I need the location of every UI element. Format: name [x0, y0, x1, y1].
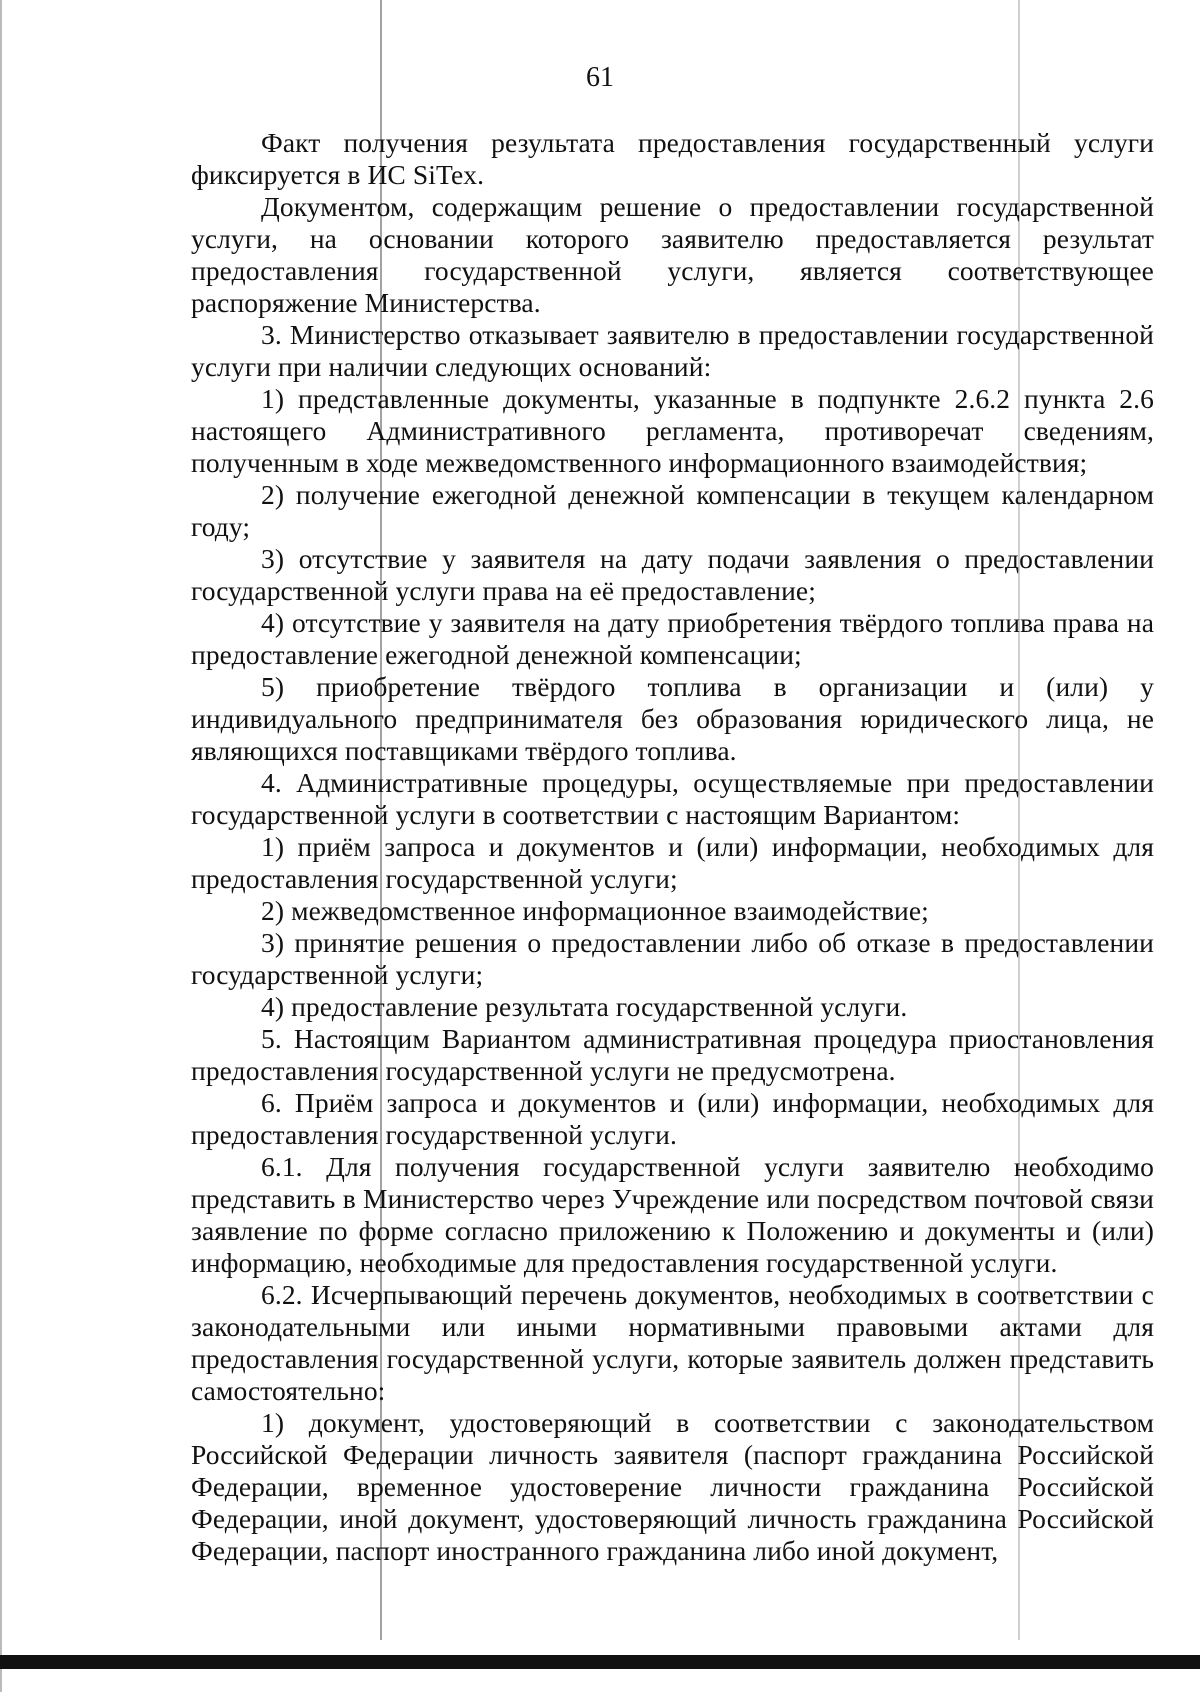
paragraph: 4) отсутствие у заявителя на дату приобретения твёрдого топлива права на предоставление ежегодной денежной компенсации; — [191, 607, 1154, 670]
paragraph: 1) приём запроса и документов и (или) информации, необходимых для предоставления государственной услуги; — [191, 831, 1154, 894]
paragraph: 1) представленные документы, указанные в подпункте 2.6.2 пункта 2.6 настоящего Административного регламента, противоречат сведениям, полученным в ходе межведомственного информационного взаимодействия; — [191, 383, 1154, 478]
paragraph: 6. Приём запроса и документов и (или) информации, необходимых для предоставления государственной услуги. — [191, 1087, 1154, 1150]
paragraph: 5. Настоящим Вариантом административная процедура приостановления предоставления государственной услуги не предусмотрена. — [191, 1023, 1154, 1086]
paragraph: 6.2. Исчерпывающий перечень документов, необходимых в соответствии с законодательными или иными нормативными правовыми актами для предоставления государственной услуги, которые заявитель должен представить самостоятельно: — [191, 1279, 1154, 1406]
paragraph: 5) приобретение твёрдого топлива в организации и (или) у индивидуального предпринимателя без образования юридического лица, не являющихся поставщиками твёрдого топлива. — [191, 671, 1154, 766]
scan-edge-left — [0, 0, 2, 1692]
paragraph: 2) межведомственное информационное взаимодействие; — [261, 895, 929, 926]
paragraph: 3) принятие решения о предоставлении либо об отказе в предоставлении государственной услуги; — [191, 927, 1154, 990]
paragraph: 4) предоставление результата государственной услуги. — [261, 991, 908, 1022]
paragraph: 1) документ, удостоверяющий в соответствии с законодательством Российской Федерации личность заявителя (паспорт гражданина Российской Федерации, временное удостоверение личности гражданина Российской Федерации, иной документ, удостоверяющий личность гражданина Российской Федерации, паспорт иностранного гражданина либо иной документ, — [191, 1407, 1154, 1566]
paragraph: Документом, содержащим решение о предоставлении государственной услуги, на основании которого заявителю предоставляется результат предоставления государственной услуги, является соответствующее распоряжение Министерства. — [191, 191, 1154, 318]
paragraph: 6.1. Для получения государственной услуги заявителю необходимо представить в Министерство через Учреждение или посредством почтовой связи заявление по форме согласно приложению к Положению и документы и (или) информацию, необходимые для предоставления государственной услуги. — [191, 1151, 1154, 1278]
page-number: 61 — [586, 62, 614, 93]
paragraph: 3. Министерство отказывает заявителю в предоставлении государственной услуги при наличии следующих оснований: — [191, 319, 1154, 382]
paragraph: Факт получения результата предоставления государственный услуги фиксируется в ИС SiTex. — [191, 127, 1154, 190]
paragraph: 3) отсутствие у заявителя на дату подачи заявления о предоставлении государственной услуги права на её предоставление; — [191, 543, 1154, 606]
scan-bottom-edge — [0, 1655, 1200, 1669]
paragraph: 2) получение ежегодной денежной компенсации в текущем календарном году; — [191, 479, 1154, 542]
document-body — [191, 127, 1154, 1567]
paragraph: 4. Административные процедуры, осуществляемые при предоставлении государственной услуги в соответствии с настоящим Вариантом: — [191, 767, 1154, 830]
